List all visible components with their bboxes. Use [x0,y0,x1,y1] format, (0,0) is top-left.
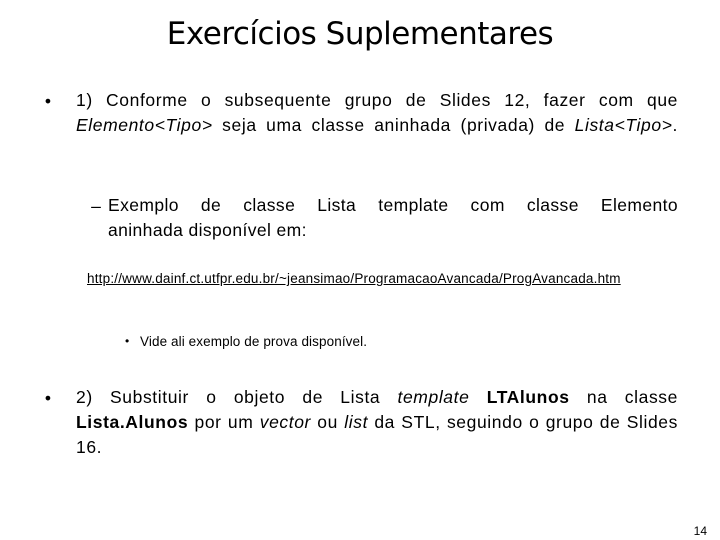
item-2-bold-b: Lista.Alunos [76,412,189,432]
bullet-subitem-2: • [125,334,130,348]
subitem-1-line-1: Exemplo de classe Lista template com classe Elemento [108,195,678,215]
item-2-text-e: da STL, seguindo o grupo de Slides 16. [76,412,678,457]
item-1-emph-a: Elemento<Tipo> [76,115,213,135]
item-1-text-c: . [672,115,678,135]
item-2-text-d: ou [317,412,338,432]
item-2-emph-vector: vector [259,412,311,432]
item-2-text-a: 2) Substituir o objeto de Lista [76,387,381,407]
subitem-2-text: Vide ali exemplo de prova disponível. [140,334,368,349]
item-1-emph-b: Lista<Tipo> [574,115,673,135]
item-2-text-c: por um [194,412,254,432]
item-2-text [76,385,678,485]
item-2-text-b: na classe [586,387,678,407]
page-number: 14 [693,524,707,538]
item-1-text-a: 1) Conforme o subsequente grupo de Slides 12, fazer com que [76,90,678,110]
bullet-item-1: • [44,91,52,111]
subitem-1-line-2: aninhada disponível em: [108,220,307,240]
item-2-emph-list: list [344,412,369,432]
slide-title: Exercícios Suplementares [166,16,554,52]
item-2-bold-a: LTAlunos [486,387,570,407]
item-1-text [76,88,678,163]
bullet-item-2: • [44,388,52,408]
dash-subitem-1: – [91,196,101,216]
item-2-emph-template: template [397,387,470,407]
item-1-text-b: seja uma classe aninhada (privada) de [222,115,566,135]
reference-link[interactable]: http://www.dainf.ct.utfpr.edu.br/~jeansimao/ProgramacaoAvancada/ProgAvancada.htm [87,271,621,286]
